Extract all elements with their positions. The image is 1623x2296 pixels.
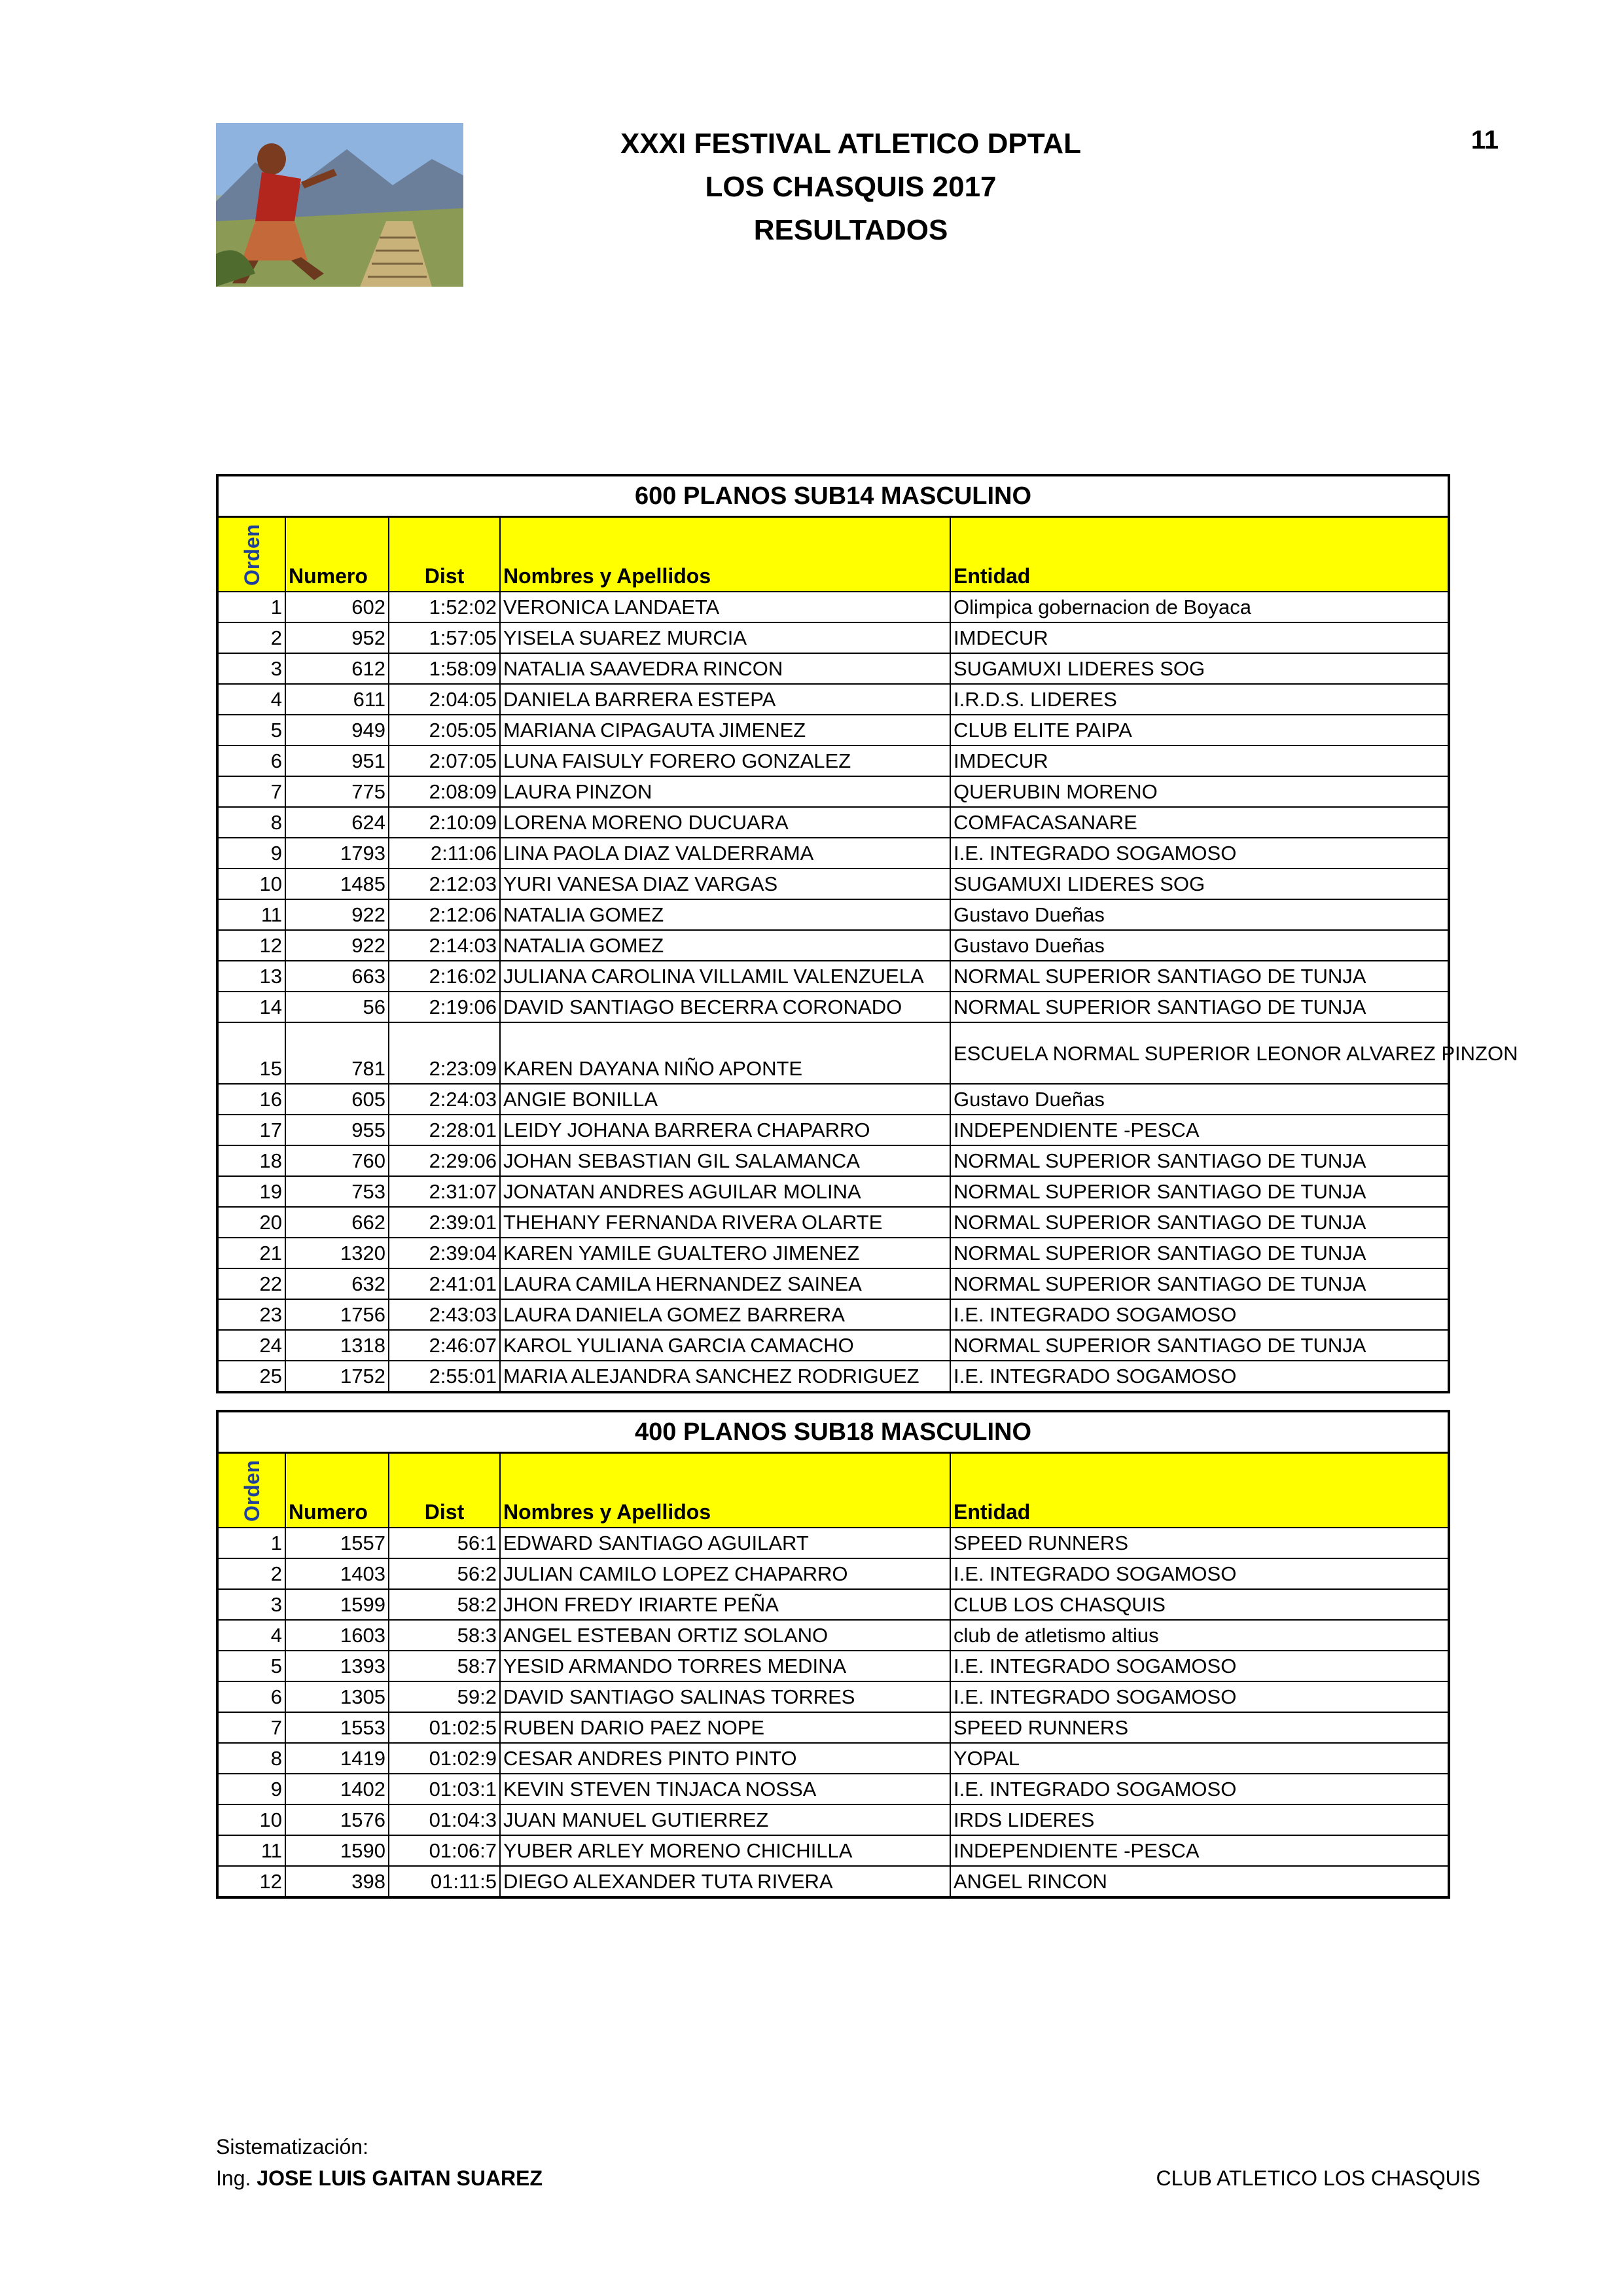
table-row <box>217 1651 1449 1681</box>
cell-entidad: I.E. INTEGRADO SOGAMOSO <box>950 1774 1449 1804</box>
orden-label: Orden <box>240 524 264 586</box>
table-caption: 400 PLANOS SUB18 MASCULINO <box>217 1411 1449 1453</box>
table-row <box>217 715 1449 745</box>
cell-numero: 922 <box>285 899 389 930</box>
cell-numero: 951 <box>285 745 389 776</box>
cell-nombre: MARIANA CIPAGAUTA JIMENEZ <box>500 715 950 745</box>
table-header-row <box>217 1453 1449 1528</box>
cell-entidad: QUERUBIN MORENO <box>950 776 1449 807</box>
cell-nombre: EDWARD SANTIAGO AGUILART <box>500 1528 950 1558</box>
footer-label: Sistematización: <box>216 2135 368 2159</box>
cell-entidad: I.E. INTEGRADO SOGAMOSO <box>950 1681 1449 1712</box>
table-row <box>217 684 1449 715</box>
cell-entidad: NORMAL SUPERIOR SANTIAGO DE TUNJA <box>950 1268 1449 1299</box>
column-header-dist: Dist <box>389 517 500 592</box>
cell-dist: 2:24:03 <box>389 1084 500 1115</box>
table-row <box>217 1804 1449 1835</box>
cell-numero: 624 <box>285 807 389 838</box>
cell-entidad: I.E. INTEGRADO SOGAMOSO <box>950 1558 1449 1589</box>
cell-entidad: club de atletismo altius <box>950 1620 1449 1651</box>
cell-dist: 2:41:01 <box>389 1268 500 1299</box>
table-row <box>217 622 1449 653</box>
cell-nombre: LEIDY JOHANA BARRERA CHAPARRO <box>500 1115 950 1145</box>
cell-numero: 1402 <box>285 1774 389 1804</box>
cell-numero: 775 <box>285 776 389 807</box>
cell-orden: 18 <box>217 1145 285 1176</box>
table-row <box>217 1712 1449 1743</box>
table-row <box>217 869 1449 899</box>
table-row <box>217 1330 1449 1361</box>
cell-orden: 3 <box>217 653 285 684</box>
cell-orden: 7 <box>217 776 285 807</box>
table-header-row <box>217 517 1449 592</box>
cell-entidad: I.E. INTEGRADO SOGAMOSO <box>950 1299 1449 1330</box>
column-header-entidad: Entidad <box>950 1453 1449 1528</box>
results-table-400-planos <box>216 1410 1450 1899</box>
cell-dist: 1:57:05 <box>389 622 500 653</box>
cell-orden: 25 <box>217 1361 285 1392</box>
cell-orden: 22 <box>217 1268 285 1299</box>
chasqui-logo-image <box>216 123 463 287</box>
cell-orden: 12 <box>217 930 285 961</box>
cell-numero: 56 <box>285 992 389 1022</box>
table-row <box>217 1589 1449 1620</box>
cell-nombre: VERONICA LANDAETA <box>500 592 950 622</box>
cell-entidad: INDEPENDIENTE -PESCA <box>950 1115 1449 1145</box>
cell-dist: 2:19:06 <box>389 992 500 1022</box>
cell-orden: 10 <box>217 1804 285 1835</box>
cell-nombre: NATALIA SAAVEDRA RINCON <box>500 653 950 684</box>
table-caption-row <box>217 475 1449 517</box>
cell-nombre: DAVID SANTIAGO SALINAS TORRES <box>500 1681 950 1712</box>
footer-author-name: JOSE LUIS GAITAN SUAREZ <box>257 2166 543 2190</box>
footer-club: CLUB ATLETICO LOS CHASQUIS <box>1156 2166 1480 2190</box>
cell-dist: 2:16:02 <box>389 961 500 992</box>
cell-numero: 1793 <box>285 838 389 869</box>
table-row <box>217 1361 1449 1392</box>
cell-numero: 1576 <box>285 1804 389 1835</box>
cell-entidad: IMDECUR <box>950 745 1449 776</box>
cell-orden: 16 <box>217 1084 285 1115</box>
table-row <box>217 1528 1449 1558</box>
cell-entidad: NORMAL SUPERIOR SANTIAGO DE TUNJA <box>950 1207 1449 1238</box>
cell-nombre: ANGEL ESTEBAN ORTIZ SOLANO <box>500 1620 950 1651</box>
table-body <box>217 1528 1449 1897</box>
cell-dist: 56:1 <box>389 1528 500 1558</box>
cell-numero: 753 <box>285 1176 389 1207</box>
cell-orden: 2 <box>217 622 285 653</box>
cell-dist: 01:06:7 <box>389 1835 500 1866</box>
cell-numero: 1320 <box>285 1238 389 1268</box>
cell-nombre: LORENA MORENO DUCUARA <box>500 807 950 838</box>
cell-entidad: SPEED RUNNERS <box>950 1712 1449 1743</box>
table-row <box>217 899 1449 930</box>
cell-dist: 56:2 <box>389 1558 500 1589</box>
cell-dist: 2:55:01 <box>389 1361 500 1392</box>
cell-numero: 922 <box>285 930 389 961</box>
cell-orden: 23 <box>217 1299 285 1330</box>
cell-entidad: CLUB LOS CHASQUIS <box>950 1589 1449 1620</box>
table-body <box>217 592 1518 1392</box>
cell-numero: 663 <box>285 961 389 992</box>
table-row <box>217 1620 1449 1651</box>
cell-orden: 24 <box>217 1330 285 1361</box>
cell-numero: 1419 <box>285 1743 389 1774</box>
cell-dist: 59:2 <box>389 1681 500 1712</box>
cell-orden: 14 <box>217 992 285 1022</box>
table-row <box>217 807 1449 838</box>
cell-entidad: IRDS LIDERES <box>950 1804 1449 1835</box>
table-row <box>217 1299 1449 1330</box>
table-row <box>217 1866 1449 1897</box>
cell-dist: 01:03:1 <box>389 1774 500 1804</box>
orden-label: Orden <box>240 1460 264 1522</box>
cell-numero: 781 <box>285 1022 389 1084</box>
cell-nombre: RUBEN DARIO PAEZ NOPE <box>500 1712 950 1743</box>
cell-dist: 2:39:01 <box>389 1207 500 1238</box>
cell-entidad: YOPAL <box>950 1743 1449 1774</box>
table-row <box>217 776 1449 807</box>
cell-nombre: NATALIA GOMEZ <box>500 899 950 930</box>
cell-numero: 1318 <box>285 1330 389 1361</box>
cell-dist: 01:11:5 <box>389 1866 500 1897</box>
cell-numero: 662 <box>285 1207 389 1238</box>
cell-numero: 1305 <box>285 1681 389 1712</box>
document-title-line-3: RESULTADOS <box>753 214 948 246</box>
cell-dist: 2:07:05 <box>389 745 500 776</box>
cell-orden: 21 <box>217 1238 285 1268</box>
cell-numero: 1752 <box>285 1361 389 1392</box>
cell-dist: 1:52:02 <box>389 592 500 622</box>
cell-orden: 8 <box>217 807 285 838</box>
table-row <box>217 1238 1449 1268</box>
cell-numero: 1485 <box>285 869 389 899</box>
cell-nombre: DANIELA BARRERA ESTEPA <box>500 684 950 715</box>
table-row <box>217 1022 1449 1084</box>
table-row <box>217 1268 1449 1299</box>
cell-numero: 1590 <box>285 1835 389 1866</box>
cell-orden: 2 <box>217 1558 285 1589</box>
cell-dist: 2:46:07 <box>389 1330 500 1361</box>
cell-orden: 13 <box>217 961 285 992</box>
cell-entidad: Olimpica gobernacion de Boyaca <box>950 592 1449 622</box>
cell-nombre: LAURA CAMILA HERNANDEZ SAINEA <box>500 1268 950 1299</box>
cell-entidad: ESCUELA NORMAL SUPERIOR LEONOR ALVAREZ PINZON <box>950 1022 1449 1084</box>
table-caption-row <box>217 1411 1449 1453</box>
cell-dist: 01:02:5 <box>389 1712 500 1743</box>
cell-nombre: JOHAN SEBASTIAN GIL SALAMANCA <box>500 1145 950 1176</box>
document-title-line-1: XXXI FESTIVAL ATLETICO DPTAL <box>620 128 1082 160</box>
cell-orden: 3 <box>217 1589 285 1620</box>
cell-nombre: DAVID SANTIAGO BECERRA CORONADO <box>500 992 950 1022</box>
cell-orden: 5 <box>217 1651 285 1681</box>
cell-numero: 1599 <box>285 1589 389 1620</box>
table-row <box>217 1084 1449 1115</box>
column-header-dist: Dist <box>389 1453 500 1528</box>
cell-nombre: JONATAN ANDRES AGUILAR MOLINA <box>500 1176 950 1207</box>
cell-entidad: NORMAL SUPERIOR SANTIAGO DE TUNJA <box>950 992 1449 1022</box>
cell-entidad: Gustavo Dueñas <box>950 930 1449 961</box>
cell-orden: 11 <box>217 1835 285 1866</box>
column-header-numero: Numero <box>285 517 389 592</box>
footer-prefix: Ing. <box>216 2166 251 2190</box>
column-header-numero: Numero <box>285 1453 389 1528</box>
cell-numero: 605 <box>285 1084 389 1115</box>
cell-numero: 949 <box>285 715 389 745</box>
column-header-entidad: Entidad <box>950 517 1449 592</box>
cell-dist: 2:04:05 <box>389 684 500 715</box>
results-table-600-planos <box>216 474 1518 1393</box>
table-row <box>217 592 1449 622</box>
cell-nombre: KEVIN STEVEN TINJACA NOSSA <box>500 1774 950 1804</box>
cell-dist: 2:11:06 <box>389 838 500 869</box>
cell-dist: 01:04:3 <box>389 1804 500 1835</box>
cell-dist: 2:23:09 <box>389 1022 500 1084</box>
column-header-nombres: Nombres y Apellidos <box>500 1453 950 1528</box>
cell-orden: 15 <box>217 1022 285 1084</box>
table-row <box>217 930 1449 961</box>
cell-dist: 2:14:03 <box>389 930 500 961</box>
cell-entidad: INDEPENDIENTE -PESCA <box>950 1835 1449 1866</box>
table-row <box>217 653 1449 684</box>
cell-entidad: I.E. INTEGRADO SOGAMOSO <box>950 1361 1449 1392</box>
cell-orden: 17 <box>217 1115 285 1145</box>
cell-entidad: NORMAL SUPERIOR SANTIAGO DE TUNJA <box>950 961 1449 992</box>
cell-entidad: SUGAMUXI LIDERES SOG <box>950 653 1449 684</box>
cell-nombre: LAURA PINZON <box>500 776 950 807</box>
cell-nombre: YESID ARMANDO TORRES MEDINA <box>500 1651 950 1681</box>
cell-numero: 612 <box>285 653 389 684</box>
cell-numero: 398 <box>285 1866 389 1897</box>
cell-entidad: NORMAL SUPERIOR SANTIAGO DE TUNJA <box>950 1330 1449 1361</box>
table-row <box>217 1743 1449 1774</box>
cell-nombre: YURI VANESA DIAZ VARGAS <box>500 869 950 899</box>
cell-nombre: YISELA SUAREZ MURCIA <box>500 622 950 653</box>
cell-entidad: SPEED RUNNERS <box>950 1528 1449 1558</box>
cell-numero: 1403 <box>285 1558 389 1589</box>
cell-nombre: KAREN YAMILE GUALTERO JIMENEZ <box>500 1238 950 1268</box>
table-row <box>217 1835 1449 1866</box>
cell-numero: 602 <box>285 592 389 622</box>
cell-numero: 952 <box>285 622 389 653</box>
cell-numero: 1557 <box>285 1528 389 1558</box>
table-row <box>217 745 1449 776</box>
cell-orden: 20 <box>217 1207 285 1238</box>
column-header-orden <box>217 517 285 592</box>
cell-numero: 760 <box>285 1145 389 1176</box>
cell-nombre: NATALIA GOMEZ <box>500 930 950 961</box>
cell-numero: 1756 <box>285 1299 389 1330</box>
cell-entidad: NORMAL SUPERIOR SANTIAGO DE TUNJA <box>950 1145 1449 1176</box>
cell-entidad: IMDECUR <box>950 622 1449 653</box>
cell-dist: 2:05:05 <box>389 715 500 745</box>
cell-dist: 2:31:07 <box>389 1176 500 1207</box>
cell-entidad: ANGEL RINCON <box>950 1866 1449 1897</box>
cell-dist: 2:29:06 <box>389 1145 500 1176</box>
cell-orden: 7 <box>217 1712 285 1743</box>
table-row <box>217 1115 1449 1145</box>
cell-nombre: CESAR ANDRES PINTO PINTO <box>500 1743 950 1774</box>
cell-nombre: DIEGO ALEXANDER TUTA RIVERA <box>500 1866 950 1897</box>
cell-orden: 5 <box>217 715 285 745</box>
cell-entidad: COMFACASANARE <box>950 807 1449 838</box>
cell-dist: 58:7 <box>389 1651 500 1681</box>
table-row <box>217 1774 1449 1804</box>
cell-numero: 955 <box>285 1115 389 1145</box>
cell-nombre: LINA PAOLA DIAZ VALDERRAMA <box>500 838 950 869</box>
table-row <box>217 992 1449 1022</box>
table-row <box>217 838 1449 869</box>
cell-orden: 6 <box>217 1681 285 1712</box>
cell-numero: 1553 <box>285 1712 389 1743</box>
cell-entidad: Gustavo Dueñas <box>950 1084 1449 1115</box>
cell-orden: 6 <box>217 745 285 776</box>
cell-nombre: JUAN MANUEL GUTIERREZ <box>500 1804 950 1835</box>
chasqui-runner-icon <box>216 123 463 287</box>
cell-dist: 58:3 <box>389 1620 500 1651</box>
cell-orden: 8 <box>217 1743 285 1774</box>
cell-nombre: YUBER ARLEY MORENO CHICHILLA <box>500 1835 950 1866</box>
cell-nombre: JHON FREDY IRIARTE PEÑA <box>500 1589 950 1620</box>
cell-dist: 01:02:9 <box>389 1743 500 1774</box>
cell-numero: 611 <box>285 684 389 715</box>
cell-nombre: KAROL YULIANA GARCIA CAMACHO <box>500 1330 950 1361</box>
cell-numero: 1603 <box>285 1620 389 1651</box>
cell-orden: 4 <box>217 1620 285 1651</box>
table-row <box>217 1558 1449 1589</box>
table-row <box>217 961 1449 992</box>
cell-orden: 10 <box>217 869 285 899</box>
cell-nombre: JULIAN CAMILO LOPEZ CHAPARRO <box>500 1558 950 1589</box>
cell-numero: 1393 <box>285 1651 389 1681</box>
cell-dist: 2:28:01 <box>389 1115 500 1145</box>
cell-nombre: LAURA DANIELA GOMEZ BARRERA <box>500 1299 950 1330</box>
cell-orden: 1 <box>217 592 285 622</box>
cell-nombre: ANGIE BONILLA <box>500 1084 950 1115</box>
footer-author <box>216 2166 543 2191</box>
cell-orden: 9 <box>217 1774 285 1804</box>
table-row <box>217 1176 1449 1207</box>
table-row <box>217 1207 1449 1238</box>
cell-dist: 58:2 <box>389 1589 500 1620</box>
cell-orden: 1 <box>217 1528 285 1558</box>
cell-nombre: THEHANY FERNANDA RIVERA OLARTE <box>500 1207 950 1238</box>
cell-nombre: KAREN DAYANA NIÑO APONTE <box>500 1022 950 1084</box>
cell-dist: 2:12:03 <box>389 869 500 899</box>
cell-dist: 2:12:06 <box>389 899 500 930</box>
table-caption: 600 PLANOS SUB14 MASCULINO <box>217 475 1449 517</box>
cell-dist: 2:43:03 <box>389 1299 500 1330</box>
cell-nombre: MARIA ALEJANDRA SANCHEZ RODRIGUEZ <box>500 1361 950 1392</box>
cell-dist: 2:39:04 <box>389 1238 500 1268</box>
cell-nombre: LUNA FAISULY FORERO GONZALEZ <box>500 745 950 776</box>
cell-orden: 11 <box>217 899 285 930</box>
cell-entidad: SUGAMUXI LIDERES SOG <box>950 869 1449 899</box>
cell-entidad: NORMAL SUPERIOR SANTIAGO DE TUNJA <box>950 1176 1449 1207</box>
cell-entidad: Gustavo Dueñas <box>950 899 1449 930</box>
cell-entidad: CLUB ELITE PAIPA <box>950 715 1449 745</box>
cell-dist: 1:58:09 <box>389 653 500 684</box>
cell-entidad: NORMAL SUPERIOR SANTIAGO DE TUNJA <box>950 1238 1449 1268</box>
cell-orden: 12 <box>217 1866 285 1897</box>
document-title-line-2: LOS CHASQUIS 2017 <box>705 171 997 203</box>
cell-orden: 19 <box>217 1176 285 1207</box>
column-header-nombres: Nombres y Apellidos <box>500 517 950 592</box>
cell-orden: 4 <box>217 684 285 715</box>
cell-dist: 2:10:09 <box>389 807 500 838</box>
column-header-orden <box>217 1453 285 1528</box>
cell-orden: 9 <box>217 838 285 869</box>
cell-entidad: I.E. INTEGRADO SOGAMOSO <box>950 1651 1449 1681</box>
page-number: 11 <box>1471 126 1499 154</box>
cell-entidad: I.R.D.S. LIDERES <box>950 684 1449 715</box>
cell-nombre: JULIANA CAROLINA VILLAMIL VALENZUELA <box>500 961 950 992</box>
table-row <box>217 1681 1449 1712</box>
cell-dist: 2:08:09 <box>389 776 500 807</box>
cell-numero: 632 <box>285 1268 389 1299</box>
table-row <box>217 1145 1449 1176</box>
cell-entidad: I.E. INTEGRADO SOGAMOSO <box>950 838 1449 869</box>
